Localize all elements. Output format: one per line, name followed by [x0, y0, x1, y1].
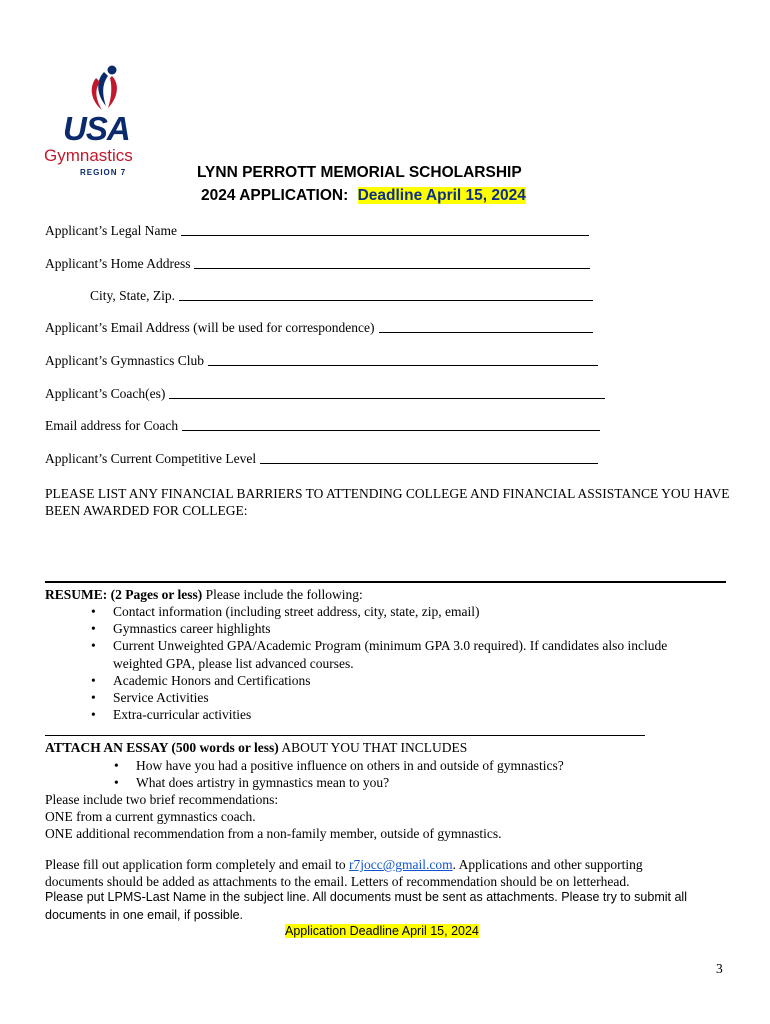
application-title: [201, 187, 526, 205]
email-address-field[interactable]: [45, 320, 593, 336]
recommendation-nonfamily: ONE additional recommendation from a non-family member, outside of gymnastics.: [45, 826, 502, 841]
essay-heading: [45, 739, 467, 756]
field-blank-line[interactable]: [182, 430, 600, 431]
competitive-level-field[interactable]: [45, 451, 598, 467]
field-label: City, State, Zip.: [90, 288, 175, 303]
usa-gymnastics-logo: [44, 62, 164, 180]
footer-deadline-highlight: Application Deadline April 15, 2024: [285, 924, 479, 938]
essay-heading-text: ABOUT YOU THAT INCLUDES: [278, 740, 468, 755]
city-state-zip-field[interactable]: [90, 288, 593, 304]
list-item: • Academic Honors and Certifications: [113, 672, 703, 689]
field-blank-line[interactable]: [169, 398, 605, 399]
page-number: 3: [716, 961, 723, 976]
list-item: • Service Activities: [113, 689, 703, 706]
essay-list: [136, 757, 736, 791]
coach-email-field[interactable]: [45, 418, 600, 434]
field-blank-line[interactable]: [379, 332, 593, 333]
recommendations-intro: Please include two brief recommendations:: [45, 792, 279, 807]
list-item: • Current Unweighted GPA/Academic Program (minimum GPA 3.0 required). If candidates also include weighted GPA, please list advanced courses.: [113, 637, 703, 671]
section-divider: [45, 581, 726, 583]
submission-instructions: [45, 856, 685, 890]
field-label: Applicant’s Email Address (will be used for correspondence): [45, 320, 375, 335]
field-blank-line[interactable]: [260, 463, 598, 464]
field-label: Applicant’s Home Address: [45, 256, 191, 271]
instructions-text-continued: . Applications and other supporting documents should be added as attachments to the email. Letters of recommendation should be on letterhead.: [45, 857, 643, 889]
coaches-field[interactable]: [45, 386, 605, 402]
list-item: • Extra-curricular activities: [113, 706, 703, 723]
section-divider: [45, 735, 645, 736]
resume-heading: [45, 586, 363, 603]
field-label: Applicant’s Legal Name: [45, 223, 177, 238]
legal-name-field[interactable]: [45, 223, 589, 239]
list-item: • Gymnastics career highlights: [113, 620, 703, 637]
financial-barriers-answer-area[interactable]: [45, 528, 726, 578]
field-label: Applicant’s Gymnastics Club: [45, 353, 204, 368]
logo-usa-text: USA: [63, 110, 130, 147]
footer-deadline: [285, 923, 479, 941]
list-item: • Contact information (including street address, city, state, zip, email): [113, 603, 703, 620]
contact-email-link[interactable]: r7jocc@gmail.com: [349, 857, 453, 872]
subject-line-instructions: Please put LPMS-Last Name in the subject line. All documents must be sent as attachments. Please try to submit all documents in one email, if possible.: [45, 890, 687, 922]
financial-barriers-prompt: PLEASE LIST ANY FINANCIAL BARRIERS TO ATTENDING COLLEGE AND FINANCIAL ASSISTANCE YOU HAVE BEEN AWARDED FOR COLLEGE:: [45, 486, 730, 518]
essay-heading-bold: ATTACH AN ESSAY (500 words or less): [45, 740, 279, 755]
list-item: • How have you had a positive influence on others in and outside of gymnastics?: [136, 757, 736, 774]
logo-gymnastics-text: Gymnastics: [44, 146, 133, 165]
field-blank-line[interactable]: [181, 235, 589, 236]
logo-region-text: REGION 7: [80, 168, 127, 177]
field-blank-line[interactable]: [194, 268, 590, 269]
resume-heading-text: Please include the following:: [202, 587, 363, 602]
field-blank-line[interactable]: [208, 365, 598, 366]
field-label: Applicant’s Coach(es): [45, 386, 166, 401]
gymnastics-club-field[interactable]: [45, 353, 598, 369]
scholarship-title: LYNN PERROTT MEMORIAL SCHOLARSHIP: [197, 164, 522, 181]
list-item: • What does artistry in gymnastics mean to you?: [136, 774, 736, 791]
application-year-label: 2024 APPLICATION:: [201, 187, 349, 204]
field-blank-line[interactable]: [179, 300, 593, 301]
deadline-highlight: Deadline April 15, 2024: [357, 187, 526, 204]
recommendation-coach: ONE from a current gymnastics coach.: [45, 809, 256, 824]
field-label: Email address for Coach: [45, 418, 179, 433]
resume-list: [113, 603, 703, 723]
field-label: Applicant’s Current Competitive Level: [45, 451, 257, 466]
instructions-text: Please fill out application form completely and email to: [45, 857, 350, 872]
home-address-field[interactable]: [45, 256, 590, 272]
resume-heading-bold: RESUME: (2 Pages or less): [45, 587, 203, 602]
